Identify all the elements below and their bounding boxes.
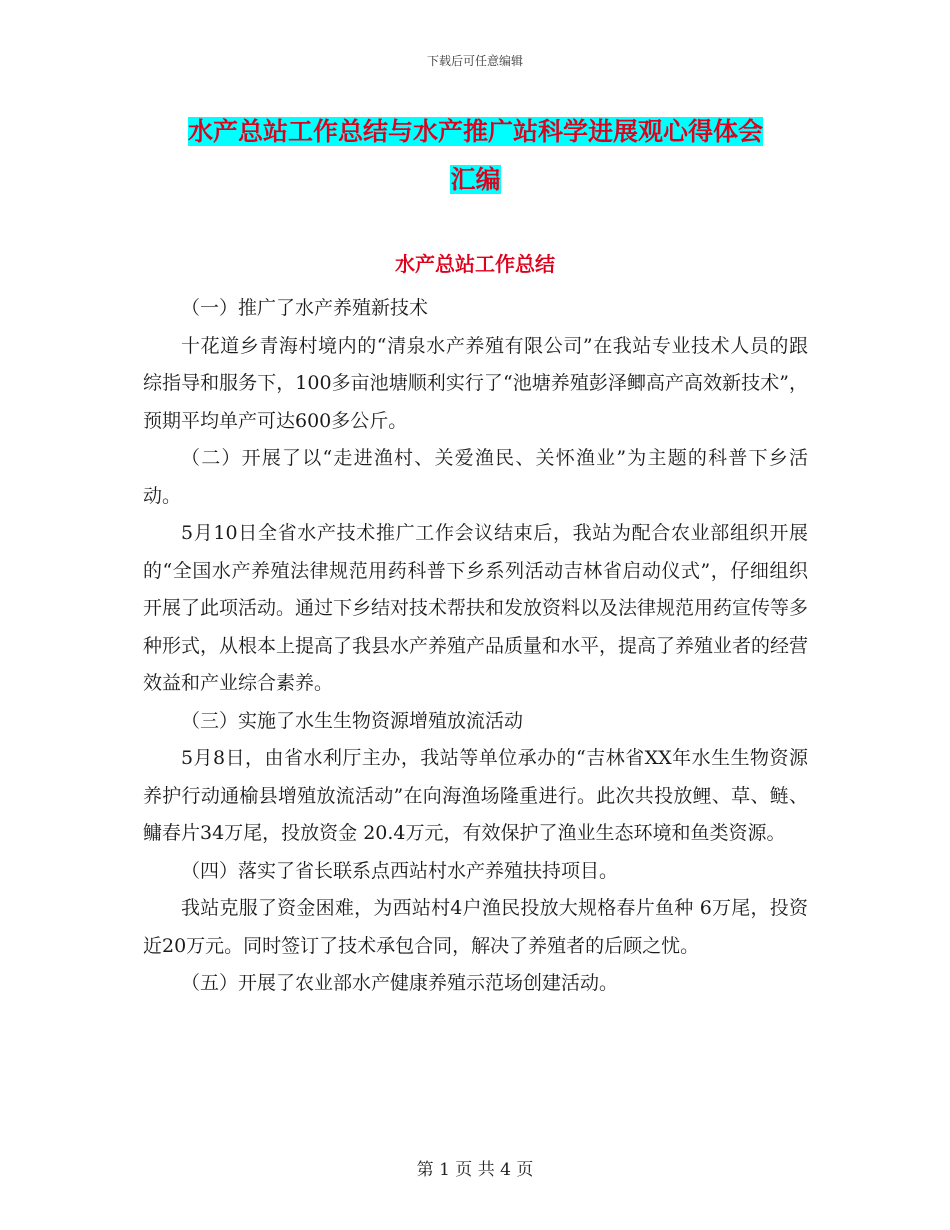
paragraph: 5月10日全省水产技术推广工作会议结束后，我站为配合农业部组织开展的“全国水产养殖法律规范用药科普下乡系列活动吉林省启动仪式”，仔细组织开展了此项活动。通过下乡结对技术帮扶和发放资料以及法律规范用药宣传等多种形式，从根本上提高了我县水产养殖产品质量和水平，提高了养殖业者的经营效益和产业综合素养。 <box>143 522 809 694</box>
paragraph: （四）落实了省长联系点西站村水产养殖扶持项目。 <box>181 859 619 882</box>
title-line-2: 汇编 <box>450 165 501 194</box>
document-title <box>143 108 808 204</box>
paragraph: 十花道乡青海村境内的“清泉水产养殖有限公司”在我站专业技术人员的跟综指导和服务下，100多亩池塘顺利实行了“池塘养殖彭泽鲫高产高效新技术”，预期平均单产可达600多公斤。 <box>143 334 808 432</box>
paragraph: 我站克服了资金困难，为西站村4户渔民投放大规格春片鱼种 6万尾，投资近20万元。同时签订了技术承包合同，解决了养殖者的后顾之忧。 <box>143 897 808 957</box>
paragraph: （三）实施了水生生物资源增殖放流活动 <box>181 709 524 732</box>
paragraph: （二）开展了以“走进渔村、关爱渔民、关怀渔业”为主题的科普下乡活动。 <box>143 447 808 507</box>
page-header: 下载后可任意编辑 <box>426 54 523 68</box>
paragraph: （一）推广了水产养殖新技术 <box>181 297 429 319</box>
paragraph: （五）开展了农业部水产健康养殖示范场创建活动。 <box>181 972 619 994</box>
section-title: 水产总站工作总结 <box>395 252 555 276</box>
title-line-1: 水产总站工作总结与水产推广站科学进展观心得体会 <box>187 117 763 146</box>
page-footer: 第 1 页 共 4 页 <box>416 1160 534 1180</box>
body-text <box>143 290 808 1003</box>
paragraph: 5月8日，由省水利厅主办，我站等单位承办的“吉林省XX年水生生物资源养护行动通榆县增殖放流活动”在向海渔场隆重进行。此次共投放鲤、草、鲢、鳙春片34万尾，投放资金 20.4万元，有效保护了渔业生态环境和鱼类资源。 <box>143 747 808 844</box>
